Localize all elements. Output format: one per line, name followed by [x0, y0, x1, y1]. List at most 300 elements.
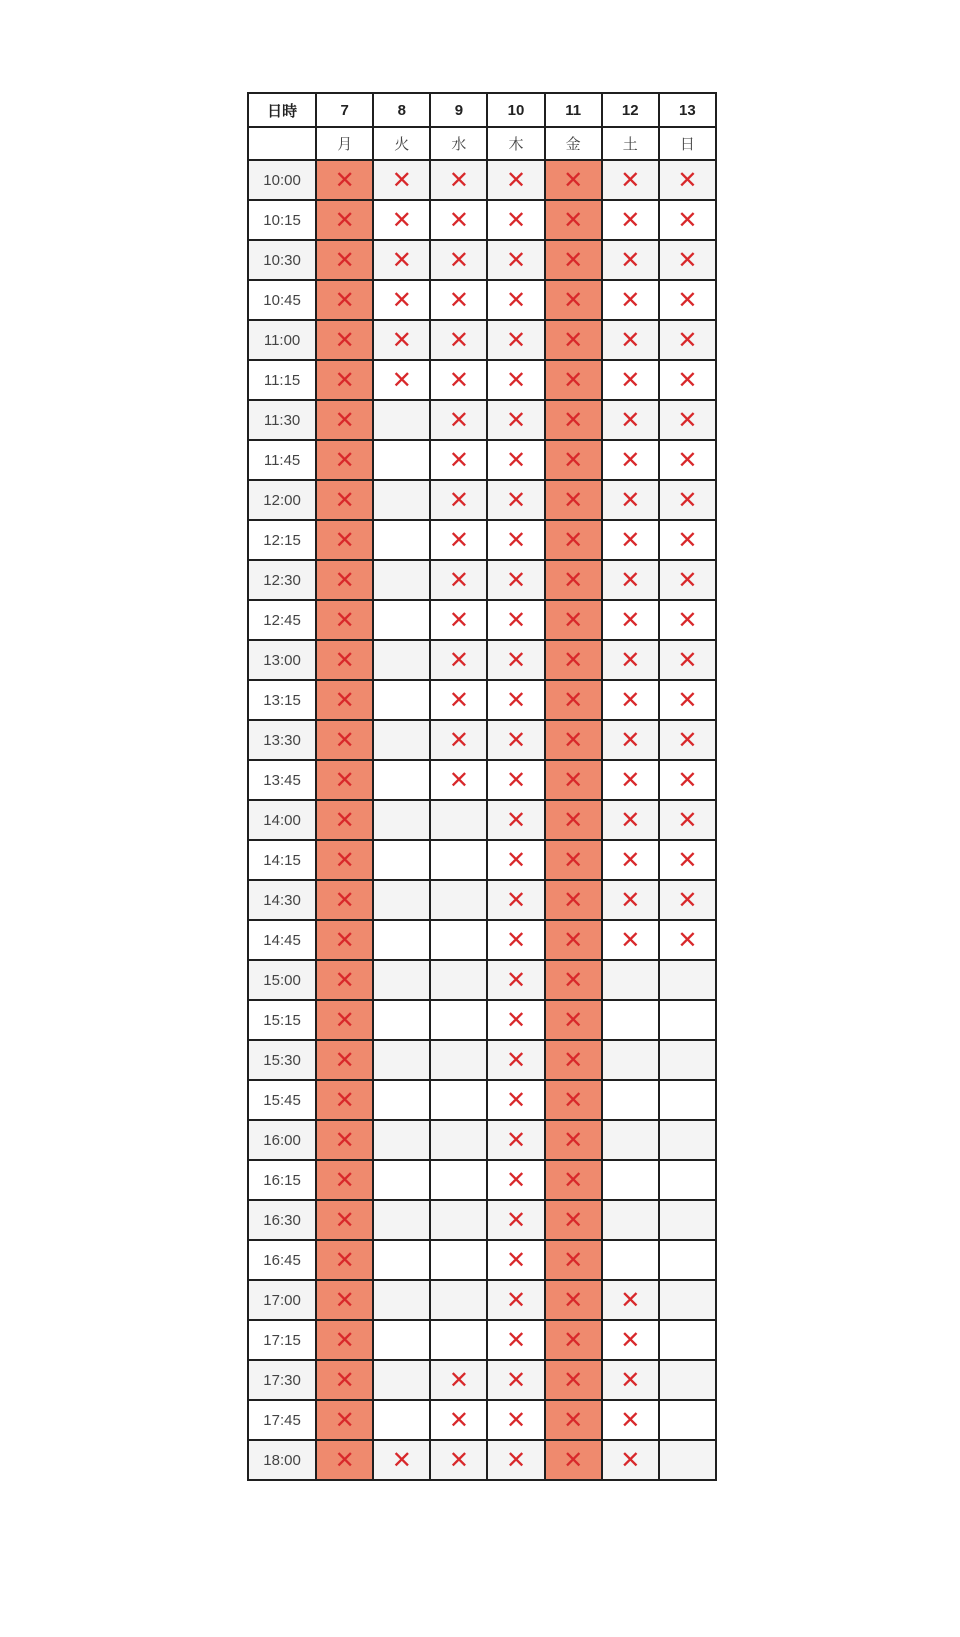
- unavailable-mark-icon: ✕: [505, 565, 527, 594]
- unavailable-mark-icon: ✕: [448, 445, 469, 474]
- time-label: 15:45: [248, 1080, 316, 1120]
- time-label: 15:00: [248, 960, 316, 1000]
- unavailable-mark-icon: ✕: [677, 885, 698, 914]
- slot-cell: [659, 760, 716, 800]
- date-header: 13: [659, 93, 716, 127]
- unavailable-mark-icon: ✕: [620, 485, 641, 514]
- unavailable-mark-icon: ✕: [448, 165, 469, 194]
- slot-cell: [373, 840, 430, 880]
- slot-cell: [316, 280, 373, 320]
- unavailable-mark-icon: ✕: [334, 1045, 355, 1074]
- unavailable-mark-icon: ✕: [334, 365, 355, 394]
- slot-cell: [487, 1400, 544, 1440]
- slot-cell: [602, 1240, 659, 1280]
- slot-cell: [659, 880, 716, 920]
- slot-cell: [430, 1200, 487, 1240]
- unavailable-mark-icon: ✕: [334, 1325, 355, 1354]
- slot-cell: [373, 1000, 430, 1040]
- slot-cell: [545, 880, 602, 920]
- slot-cell: [487, 920, 544, 960]
- time-label: 11:00: [248, 320, 316, 360]
- slot-cell: [316, 1200, 373, 1240]
- slot-cell: [373, 600, 430, 640]
- unavailable-mark-icon: ✕: [677, 925, 698, 954]
- slot-cell: [373, 320, 430, 360]
- slot-cell: [545, 1200, 602, 1240]
- slot-cell: [659, 240, 716, 280]
- slot-cell: [373, 1320, 430, 1360]
- slot-cell: [373, 400, 430, 440]
- slot-cell: [316, 560, 373, 600]
- slot-cell: [545, 920, 602, 960]
- slot-cell: [602, 720, 659, 760]
- slot-cell: [659, 640, 716, 680]
- time-label: 12:30: [248, 560, 316, 600]
- time-slot-row: [248, 1080, 716, 1120]
- unavailable-mark-icon: ✕: [620, 245, 641, 274]
- time-label: 10:30: [248, 240, 316, 280]
- unavailable-mark-icon: ✕: [505, 925, 527, 954]
- slot-cell: [545, 840, 602, 880]
- unavailable-mark-icon: ✕: [620, 325, 641, 354]
- unavailable-mark-icon: ✕: [334, 485, 355, 514]
- slot-cell: [373, 1200, 430, 1240]
- time-slot-row: [248, 1280, 716, 1320]
- slot-cell: [430, 800, 487, 840]
- time-label: 11:30: [248, 400, 316, 440]
- unavailable-mark-icon: ✕: [334, 885, 355, 914]
- unavailable-mark-icon: ✕: [677, 245, 698, 274]
- slot-cell: [316, 800, 373, 840]
- slot-cell: [373, 920, 430, 960]
- slot-cell: [430, 600, 487, 640]
- slot-cell: [659, 1200, 716, 1240]
- unavailable-mark-icon: ✕: [563, 1085, 584, 1114]
- slot-cell: [545, 1440, 602, 1480]
- unavailable-mark-icon: ✕: [448, 725, 469, 754]
- slot-cell: [659, 600, 716, 640]
- unavailable-mark-icon: ✕: [334, 965, 355, 994]
- slot-cell: [430, 1080, 487, 1120]
- unavailable-mark-icon: ✕: [334, 1085, 355, 1114]
- unavailable-mark-icon: ✕: [505, 805, 527, 834]
- slot-cell: [487, 520, 544, 560]
- unavailable-mark-icon: ✕: [448, 325, 469, 354]
- time-slot-row: [248, 1440, 716, 1480]
- unavailable-mark-icon: ✕: [334, 205, 355, 234]
- slot-cell: [373, 1440, 430, 1480]
- unavailable-mark-icon: ✕: [677, 845, 698, 874]
- slot-cell: [659, 1400, 716, 1440]
- time-slot-row: [248, 1320, 716, 1360]
- unavailable-mark-icon: ✕: [505, 1325, 527, 1354]
- slot-cell: [430, 440, 487, 480]
- slot-cell: [602, 1360, 659, 1400]
- unavailable-mark-icon: ✕: [677, 205, 698, 234]
- slot-cell: [602, 840, 659, 880]
- unavailable-mark-icon: ✕: [620, 1285, 641, 1314]
- slot-cell: [430, 1000, 487, 1040]
- unavailable-mark-icon: ✕: [334, 1125, 355, 1154]
- slot-cell: [487, 1360, 544, 1400]
- slot-cell: [659, 1080, 716, 1120]
- weekday-header: 金: [545, 127, 602, 160]
- unavailable-mark-icon: ✕: [334, 245, 355, 274]
- unavailable-mark-icon: ✕: [448, 605, 469, 634]
- unavailable-mark-icon: ✕: [505, 285, 527, 314]
- slot-cell: [430, 760, 487, 800]
- unavailable-mark-icon: ✕: [334, 1005, 355, 1034]
- slot-cell: [487, 240, 544, 280]
- unavailable-mark-icon: ✕: [334, 165, 355, 194]
- time-slot-row: [248, 960, 716, 1000]
- unavailable-mark-icon: ✕: [334, 1165, 355, 1194]
- slot-cell: [602, 1280, 659, 1320]
- weekday-header: 木: [487, 127, 544, 160]
- unavailable-mark-icon: ✕: [563, 765, 584, 794]
- unavailable-mark-icon: ✕: [505, 445, 527, 474]
- unavailable-mark-icon: ✕: [448, 365, 469, 394]
- slot-cell: [430, 360, 487, 400]
- slot-cell: [659, 1280, 716, 1320]
- unavailable-mark-icon: ✕: [563, 485, 584, 514]
- unavailable-mark-icon: ✕: [677, 805, 698, 834]
- weekday-header: 月: [316, 127, 373, 160]
- unavailable-mark-icon: ✕: [620, 1325, 641, 1354]
- slot-cell: [545, 520, 602, 560]
- slot-cell: [430, 320, 487, 360]
- slot-cell: [487, 320, 544, 360]
- slot-cell: [545, 1000, 602, 1040]
- time-slot-row: [248, 600, 716, 640]
- time-slot-row: [248, 1120, 716, 1160]
- slot-cell: [430, 200, 487, 240]
- time-label: 16:30: [248, 1200, 316, 1240]
- time-label: 10:15: [248, 200, 316, 240]
- slot-cell: [316, 440, 373, 480]
- slot-cell: [659, 520, 716, 560]
- slot-cell: [659, 720, 716, 760]
- unavailable-mark-icon: ✕: [677, 365, 698, 394]
- slot-cell: [430, 1320, 487, 1360]
- slot-cell: [487, 1120, 544, 1160]
- slot-cell: [659, 280, 716, 320]
- slot-cell: [430, 1280, 487, 1320]
- slot-cell: [545, 720, 602, 760]
- slot-cell: [316, 600, 373, 640]
- slot-cell: [602, 640, 659, 680]
- unavailable-mark-icon: ✕: [620, 165, 641, 194]
- slot-cell: [487, 160, 544, 200]
- slot-cell: [659, 440, 716, 480]
- slot-cell: [602, 1200, 659, 1240]
- unavailable-mark-icon: ✕: [677, 685, 698, 714]
- unavailable-mark-icon: ✕: [505, 845, 527, 874]
- unavailable-mark-icon: ✕: [448, 685, 469, 714]
- time-slot-row: [248, 360, 716, 400]
- unavailable-mark-icon: ✕: [334, 805, 355, 834]
- unavailable-mark-icon: ✕: [620, 925, 641, 954]
- unavailable-mark-icon: ✕: [391, 365, 412, 394]
- slot-cell: [430, 520, 487, 560]
- slot-cell: [316, 400, 373, 440]
- slot-cell: [545, 280, 602, 320]
- slot-cell: [487, 560, 544, 600]
- slot-cell: [373, 720, 430, 760]
- slot-cell: [373, 560, 430, 600]
- date-header: 10: [487, 93, 544, 127]
- slot-cell: [545, 440, 602, 480]
- slot-cell: [373, 1280, 430, 1320]
- slot-cell: [487, 360, 544, 400]
- slot-cell: [487, 840, 544, 880]
- weekday-header: 水: [430, 127, 487, 160]
- slot-cell: [373, 680, 430, 720]
- slot-cell: [545, 1160, 602, 1200]
- unavailable-mark-icon: ✕: [563, 1245, 584, 1274]
- slot-cell: [602, 960, 659, 1000]
- unavailable-mark-icon: ✕: [563, 885, 584, 914]
- slot-cell: [316, 1240, 373, 1280]
- unavailable-mark-icon: ✕: [505, 485, 527, 514]
- unavailable-mark-icon: ✕: [391, 1445, 412, 1474]
- slot-cell: [659, 200, 716, 240]
- unavailable-mark-icon: ✕: [563, 1165, 584, 1194]
- unavailable-mark-icon: ✕: [505, 205, 527, 234]
- slot-cell: [316, 520, 373, 560]
- unavailable-mark-icon: ✕: [448, 245, 469, 274]
- slot-cell: [602, 480, 659, 520]
- unavailable-mark-icon: ✕: [391, 165, 412, 194]
- slot-cell: [545, 1120, 602, 1160]
- unavailable-mark-icon: ✕: [677, 325, 698, 354]
- slot-cell: [602, 1120, 659, 1160]
- slot-cell: [316, 760, 373, 800]
- slot-cell: [430, 1120, 487, 1160]
- slot-cell: [602, 800, 659, 840]
- slot-cell: [545, 640, 602, 680]
- time-label: 15:15: [248, 1000, 316, 1040]
- slot-cell: [602, 1400, 659, 1440]
- time-label: 13:15: [248, 680, 316, 720]
- time-label: 12:15: [248, 520, 316, 560]
- time-slot-row: [248, 1360, 716, 1400]
- slot-cell: [373, 520, 430, 560]
- time-slot-row: [248, 1160, 716, 1200]
- unavailable-mark-icon: ✕: [505, 1245, 527, 1274]
- slot-cell: [430, 880, 487, 920]
- slot-cell: [487, 1000, 544, 1040]
- unavailable-mark-icon: ✕: [563, 1205, 584, 1234]
- time-label: 11:45: [248, 440, 316, 480]
- slot-cell: [487, 1160, 544, 1200]
- unavailable-mark-icon: ✕: [334, 1405, 355, 1434]
- slot-cell: [487, 600, 544, 640]
- unavailable-mark-icon: ✕: [448, 765, 469, 794]
- slot-cell: [373, 760, 430, 800]
- slot-cell: [430, 1400, 487, 1440]
- slot-cell: [316, 840, 373, 880]
- slot-cell: [487, 720, 544, 760]
- unavailable-mark-icon: ✕: [505, 405, 527, 434]
- slot-cell: [602, 360, 659, 400]
- unavailable-mark-icon: ✕: [563, 1045, 584, 1074]
- slot-cell: [659, 400, 716, 440]
- slot-cell: [659, 920, 716, 960]
- slot-cell: [602, 1040, 659, 1080]
- time-slot-rows: [248, 160, 716, 1480]
- time-slot-row: [248, 680, 716, 720]
- unavailable-mark-icon: ✕: [448, 645, 469, 674]
- slot-cell: [316, 1360, 373, 1400]
- slot-cell: [659, 680, 716, 720]
- slot-cell: [545, 600, 602, 640]
- slot-cell: [545, 360, 602, 400]
- unavailable-mark-icon: ✕: [391, 245, 412, 274]
- unavailable-mark-icon: ✕: [563, 1405, 584, 1434]
- slot-cell: [373, 640, 430, 680]
- slot-cell: [373, 440, 430, 480]
- date-header-row: [248, 93, 716, 127]
- slot-cell: [659, 1360, 716, 1400]
- unavailable-mark-icon: ✕: [563, 1285, 584, 1314]
- slot-cell: [602, 200, 659, 240]
- unavailable-mark-icon: ✕: [620, 1365, 641, 1394]
- slot-cell: [373, 1400, 430, 1440]
- slot-cell: [602, 1320, 659, 1360]
- slot-cell: [545, 560, 602, 600]
- unavailable-mark-icon: ✕: [620, 845, 641, 874]
- time-slot-row: [248, 520, 716, 560]
- slot-cell: [373, 200, 430, 240]
- slot-cell: [373, 240, 430, 280]
- slot-cell: [602, 240, 659, 280]
- slot-cell: [316, 240, 373, 280]
- unavailable-mark-icon: ✕: [563, 445, 584, 474]
- unavailable-mark-icon: ✕: [563, 285, 584, 314]
- unavailable-mark-icon: ✕: [505, 245, 527, 274]
- unavailable-mark-icon: ✕: [677, 285, 698, 314]
- unavailable-mark-icon: ✕: [677, 525, 698, 554]
- slot-cell: [316, 640, 373, 680]
- unavailable-mark-icon: ✕: [620, 1445, 641, 1474]
- slot-cell: [545, 760, 602, 800]
- unavailable-mark-icon: ✕: [334, 325, 355, 354]
- slot-cell: [545, 960, 602, 1000]
- slot-cell: [545, 200, 602, 240]
- slot-cell: [430, 400, 487, 440]
- unavailable-mark-icon: ✕: [563, 925, 584, 954]
- slot-cell: [487, 440, 544, 480]
- slot-cell: [602, 1080, 659, 1120]
- slot-cell: [430, 960, 487, 1000]
- unavailable-mark-icon: ✕: [563, 405, 584, 434]
- time-slot-row: [248, 320, 716, 360]
- unavailable-mark-icon: ✕: [448, 1365, 469, 1394]
- time-slot-row: [248, 840, 716, 880]
- unavailable-mark-icon: ✕: [563, 1365, 584, 1394]
- unavailable-mark-icon: ✕: [334, 645, 355, 674]
- unavailable-mark-icon: ✕: [677, 405, 698, 434]
- unavailable-mark-icon: ✕: [677, 485, 698, 514]
- date-header: 9: [430, 93, 487, 127]
- slot-cell: [487, 800, 544, 840]
- weekday-header: 土: [602, 127, 659, 160]
- unavailable-mark-icon: ✕: [505, 325, 527, 354]
- unavailable-mark-icon: ✕: [677, 645, 698, 674]
- slot-cell: [602, 320, 659, 360]
- unavailable-mark-icon: ✕: [505, 365, 527, 394]
- time-label: 14:00: [248, 800, 316, 840]
- unavailable-mark-icon: ✕: [505, 165, 527, 194]
- unavailable-mark-icon: ✕: [563, 605, 584, 634]
- slot-cell: [316, 680, 373, 720]
- unavailable-mark-icon: ✕: [563, 165, 584, 194]
- time-label: 16:00: [248, 1120, 316, 1160]
- slot-cell: [659, 560, 716, 600]
- slot-cell: [487, 680, 544, 720]
- time-label: 17:30: [248, 1360, 316, 1400]
- unavailable-mark-icon: ✕: [505, 525, 527, 554]
- slot-cell: [430, 720, 487, 760]
- slot-cell: [487, 200, 544, 240]
- time-label: 13:00: [248, 640, 316, 680]
- time-slot-row: [248, 920, 716, 960]
- slot-cell: [659, 320, 716, 360]
- unavailable-mark-icon: ✕: [448, 285, 469, 314]
- date-header: 12: [602, 93, 659, 127]
- unavailable-mark-icon: ✕: [505, 1165, 527, 1194]
- slot-cell: [487, 480, 544, 520]
- slot-cell: [373, 960, 430, 1000]
- time-slot-row: [248, 440, 716, 480]
- unavailable-mark-icon: ✕: [505, 1125, 527, 1154]
- slot-cell: [602, 760, 659, 800]
- unavailable-mark-icon: ✕: [505, 605, 527, 634]
- slot-cell: [430, 640, 487, 680]
- time-slot-row: [248, 720, 716, 760]
- unavailable-mark-icon: ✕: [677, 565, 698, 594]
- unavailable-mark-icon: ✕: [563, 565, 584, 594]
- slot-cell: [602, 920, 659, 960]
- unavailable-mark-icon: ✕: [448, 565, 469, 594]
- slot-cell: [373, 1040, 430, 1080]
- unavailable-mark-icon: ✕: [620, 725, 641, 754]
- slot-cell: [316, 1120, 373, 1160]
- slot-cell: [487, 1440, 544, 1480]
- slot-cell: [430, 240, 487, 280]
- slot-cell: [316, 960, 373, 1000]
- unavailable-mark-icon: ✕: [334, 725, 355, 754]
- unavailable-mark-icon: ✕: [677, 605, 698, 634]
- time-slot-row: [248, 160, 716, 200]
- unavailable-mark-icon: ✕: [563, 525, 584, 554]
- unavailable-mark-icon: ✕: [334, 1365, 355, 1394]
- slot-cell: [316, 1280, 373, 1320]
- slot-cell: [545, 1080, 602, 1120]
- unavailable-mark-icon: ✕: [448, 485, 469, 514]
- slot-cell: [430, 1240, 487, 1280]
- unavailable-mark-icon: ✕: [505, 645, 527, 674]
- time-slot-row: [248, 560, 716, 600]
- slot-cell: [602, 600, 659, 640]
- time-label: 12:45: [248, 600, 316, 640]
- unavailable-mark-icon: ✕: [505, 725, 527, 754]
- slot-cell: [316, 480, 373, 520]
- unavailable-mark-icon: ✕: [391, 205, 412, 234]
- time-slot-row: [248, 280, 716, 320]
- slot-cell: [659, 160, 716, 200]
